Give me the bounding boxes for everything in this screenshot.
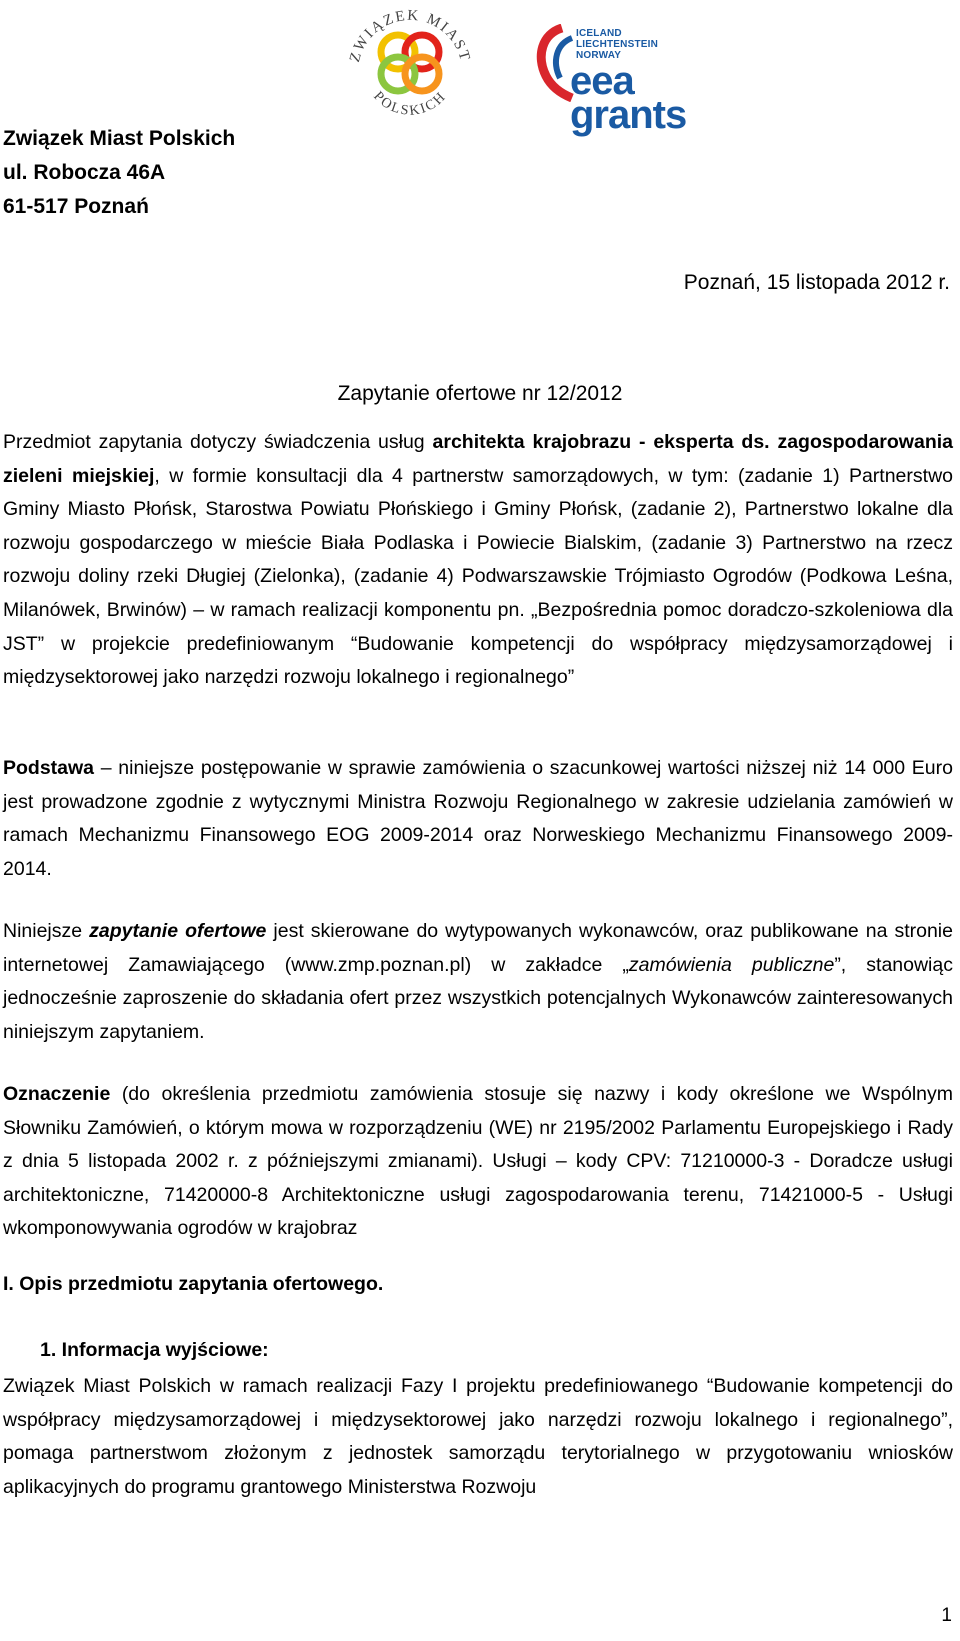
eea-grants-wordmark xyxy=(570,59,687,137)
paragraph-basis xyxy=(3,752,953,886)
text-run: jest skierowane do wytypowanych wykonawców, oraz publikowane na stronie internetowej Zamawiającego (www.zmp.poznan.pl) w zakładce „ xyxy=(3,920,953,976)
section-heading: I. Opis przedmiotu zapytania ofertowego. xyxy=(3,1273,384,1295)
eea-country: LIECHTENSTEIN xyxy=(576,39,659,50)
text-run-bold: Oznaczenie xyxy=(3,1083,111,1105)
svg-text:ZWIĄZEK MIAST: ZWIĄZEK MIAST xyxy=(346,7,474,64)
sender-name: Związek Miast Polskich xyxy=(3,127,236,150)
eea-grants-logo xyxy=(532,22,692,137)
eea-country: ICELAND xyxy=(576,28,622,39)
text-run: , w formie konsultacji dla 4 partnerstw samorządowych, w tym: (zadanie 1) Partnerstwo Gminy Miasto Płońsk, Starostwa Powiatu Płońskiego i Gminy Płońsk, (zadanie 2), Partnerstwo lokalne dla rozwoju gospodarczego w mieście Biała Podlaska i Powiecie Bialskim, (zadanie 3) Partnerstwo na rzecz rozwoju doliny rzeki Długiej (Zielonka), (zadanie 4) Podwarszawskie Trójmiasto Ogrodów (Podkowa Leśna, Milanówek, Brwinów) – w ramach realizacji komponentu pn. „Bezpośrednia pomoc doradczo-szkoleniowa dla JST” w projekcie predefiniowanym “Budowanie kompetencji do współpracy międzysamorządowej i międzysektorowej jako narzędzi rozwoju lokalnego i regionalnego” xyxy=(3,464,953,689)
eea-word: eea xyxy=(570,59,634,103)
grants-word: grants xyxy=(570,93,687,137)
text-run-italic: zamówienia publiczne xyxy=(628,953,835,976)
sender-city: 61-517 Poznań xyxy=(3,195,149,218)
eea-countries xyxy=(576,28,658,61)
text-run: Niniejsze xyxy=(3,920,90,942)
zwiazek-miast-polskich-logo xyxy=(340,0,480,135)
paragraph-designation xyxy=(3,1078,953,1246)
svg-text:POLSKICH: POLSKICH xyxy=(370,88,450,119)
page-number: 1 xyxy=(941,1605,952,1626)
sender-street: ul. Robocza 46A xyxy=(3,161,166,184)
subsection-heading: 1. Informacja wyjściowe: xyxy=(40,1339,269,1361)
text-run-bold: Podstawa xyxy=(3,757,95,779)
text-run-bold-italic: zapytanie ofertowe xyxy=(89,920,267,942)
document-date: Poznań, 15 listopada 2012 r. xyxy=(683,271,950,294)
paragraph-intro: Związek Miast Polskich w ramach realizacji Fazy I projektu predefiniowanego “Budowanie kompetencji do współpracy międzysamorządowej i międzysektorowej jako narzędzi rozwoju lokalnego i regionalnego”, pomaga partnerstwom złożonym z jednostek samorządu terytorialnego w przygotowaniu wniosków aplikacyjnych do programu grantowego Ministerstwa Rozwoju xyxy=(3,1375,953,1498)
paragraph-subject xyxy=(3,426,953,695)
document-title: Zapytanie ofertowe nr 12/2012 xyxy=(337,382,623,405)
text-run: (do określenia przedmiotu zamówienia stosuje się nazwy i kody określone we Wspólnym Słowniku Zamówień, o którym mowa w rozporządzeniu (WE) nr 2195/2002 Parlamentu Europejskiego i Rady z dnia 5 listopada 2002 r. z późniejszymi zmianami). Usługi – kody CPV: 71210000-3 - Doradcze usługi architektoniczne, 71420000-8 Architektoniczne usługi zagospodarowania terenu, 71421000-5 - Usługi wkomponowywania ogrodów w krajobraz xyxy=(3,1083,953,1240)
paragraph-publication xyxy=(3,915,953,1049)
text-run-bold: architekta krajobrazu - eksperta ds. zagospodarowania zieleni miejskiej xyxy=(3,431,953,487)
text-run: – niniejsze postępowanie w sprawie zamówienia o szacunkowej wartości niższej niż 14 000 Euro jest prowadzone zgodnie z wytycznymi Ministra Rozwoju Regionalnego w zakresie udzielania zamówień w ramach Mechanizmu Finansowego EOG 2009-2014 oraz Norweskiego Mechanizmu Finansowego 2009-2014. xyxy=(3,757,953,880)
eea-country: NORWAY xyxy=(576,50,622,61)
header-logos xyxy=(340,0,700,135)
text-run: ”, stanowiąc jednocześnie zaproszenie do składania ofert przez wszystkich potencjalnych Wykonawców zainteresowanych niniejszym zapytaniem. xyxy=(3,953,953,1043)
text-run: Przedmiot zapytania dotyczy świadczenia usług xyxy=(3,431,433,453)
sender-address xyxy=(3,122,235,224)
